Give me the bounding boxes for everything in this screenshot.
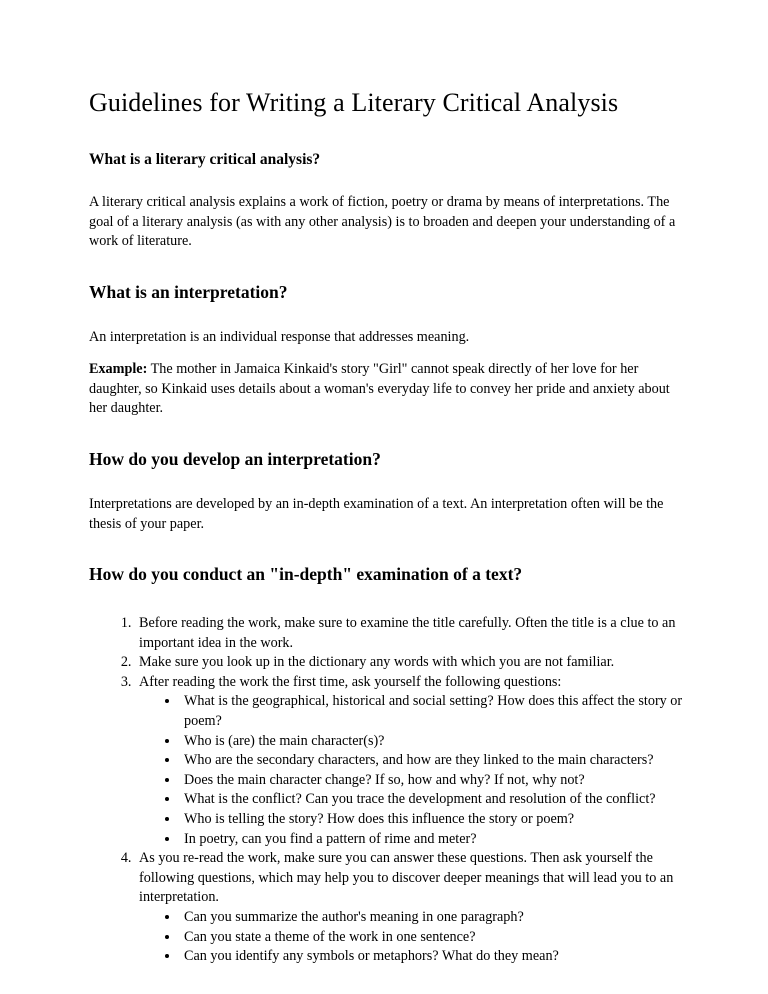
list-item — [135, 673, 684, 849]
list-item — [180, 790, 684, 810]
section-paragraph-what-is-a-literary-critical-analysis: A literary critical analysis explains a work of fiction, poetry or drama by means of interpretations. The goal of a literary analysis (as with any other analysis) is to broaden and deepen your understanding of a work of literature. — [89, 194, 676, 250]
list-item — [180, 928, 684, 948]
list-item-text: What is the geographical, historical and social setting? How does this affect the story or poem? — [184, 693, 683, 729]
section-heading-what-is-a-literary-critical-analysis: What is a literary critical analysis? — [89, 150, 321, 168]
example-paragraph — [89, 360, 683, 419]
list-item-text: In poetry, can you find a pattern of rime and meter? — [184, 830, 477, 847]
list-item-text: Can you identify any symbols or metaphors? What do they mean? — [184, 948, 559, 965]
list-item-text: Who is telling the story? How does this influence the story or poem? — [184, 810, 575, 827]
list-item — [135, 614, 684, 653]
example-label: Example: — [89, 361, 148, 378]
list-item — [180, 692, 684, 731]
sub-question-list — [139, 692, 684, 849]
list-item — [180, 751, 684, 771]
list-item-text: What is the conflict? Can you trace the development and resolution of the conflict? — [184, 791, 656, 808]
list-item-text: Before reading the work, make sure to examine the title carefully. Often the title is a clue to an important idea in the work. — [139, 615, 676, 651]
list-item — [180, 830, 684, 850]
list-item — [135, 849, 684, 967]
section-heading-what-is-an-interpretation: What is an interpretation? — [89, 281, 288, 302]
sub-question-list — [139, 908, 684, 967]
list-item — [180, 732, 684, 752]
list-item-text: Can you summarize the author's meaning in one paragraph? — [184, 908, 524, 925]
list-item-text: Make sure you look up in the dictionary any words with which you are not familiar. — [139, 654, 615, 671]
steps-list — [89, 614, 684, 967]
section-heading-how-do-you-develop-an-interpretation: How do you develop an interpretation? — [89, 449, 381, 470]
list-item-text: After reading the work the first time, ask yourself the following questions: — [139, 673, 562, 690]
list-item — [180, 947, 684, 967]
list-item-text: Can you state a theme of the work in one sentence? — [184, 928, 476, 945]
list-item — [180, 771, 684, 791]
list-item — [180, 810, 684, 830]
section-heading-how-do-you-conduct-an-in-depth-examination: How do you conduct an "in-depth" examination of a text? — [89, 564, 523, 585]
list-item-text: As you re-read the work, make sure you can answer these questions. Then ask yourself the following questions, which may help you to discover deeper meanings that will lead you to an interpretation. — [139, 850, 674, 906]
list-item-text: Who are the secondary characters, and how are they linked to the main characters? — [184, 752, 654, 769]
list-item-text: Does the main character change? If so, how and why? If not, why not? — [184, 771, 585, 788]
section-paragraph-what-is-an-interpretation: An interpretation is an individual response that addresses meaning. — [89, 328, 470, 345]
list-item-text: Who is (are) the main character(s)? — [184, 732, 385, 749]
example-text: The mother in Jamaica Kinkaid's story "Girl" cannot speak directly of her love for her daughter, so Kinkaid uses details about a woman's everyday life to convey her pride and anxiety about her daughter. — [89, 361, 670, 417]
page-title: Guidelines for Writing a Literary Critical Analysis — [89, 88, 619, 117]
list-item — [180, 908, 684, 928]
list-item — [135, 653, 684, 673]
section-paragraph-how-do-you-develop-an-interpretation: Interpretations are developed by an in-depth examination of a text. An interpretation often will be the thesis of your paper. — [89, 495, 664, 532]
